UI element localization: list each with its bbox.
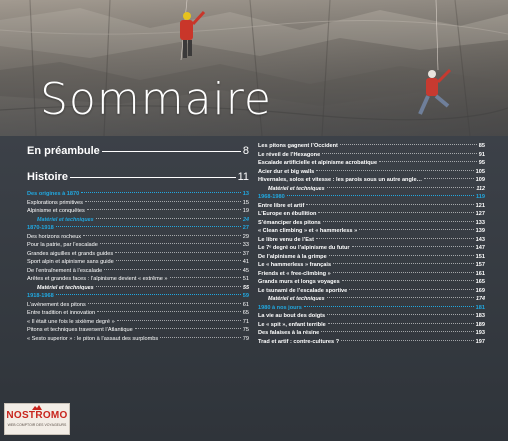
entry-title: Le « hammerless » français [258,262,332,268]
toc-entry[interactable] [27,207,249,216]
toc-entry[interactable] [258,253,485,262]
entry-page-number: 13 [242,191,249,197]
dot-leader [340,144,477,145]
table-of-contents [0,136,508,441]
dot-leader [96,218,241,219]
entry-page-number: 193 [475,330,485,336]
dot-leader [97,311,241,312]
toc-entry[interactable] [258,338,485,347]
entry-title: 1870-1918 [27,225,54,231]
entry-title: Escalade artificielle et alpinisme acrobatique [258,160,378,166]
entry-title: Pitons et techniques traversent l’Atlantique [27,327,133,333]
toc-entry[interactable] [258,287,485,296]
dot-leader [327,314,474,315]
dot-leader [100,243,241,244]
toc-entry[interactable] [258,312,485,321]
dot-leader [70,177,236,178]
dot-leader [327,297,474,298]
entry-title: Histoire [27,171,68,183]
entry-title: 1980 à nos jours [258,304,302,311]
dot-leader [359,229,473,230]
entry-page-number: 8 [242,145,249,157]
toc-entry[interactable] [258,168,485,177]
dot-leader [96,286,241,287]
entry-page-number: 75 [242,327,249,333]
dot-leader [135,328,241,329]
dot-leader [56,226,241,227]
entry-page-number: 61 [242,301,249,308]
toc-entry[interactable] [258,261,485,270]
entry-title: Grands murs et longs voyages [258,279,340,285]
entry-title: Matériel et techniques [268,185,325,192]
dot-leader [83,235,241,236]
entry-page-number: 151 [475,253,485,260]
dot-leader [102,151,241,152]
entry-title: « Il était une fois le sixième degré » [27,318,115,325]
toc-entry[interactable] [27,275,249,284]
entry-page-number: 59 [242,293,249,299]
toc-section-1980-nos-jours[interactable] [258,304,485,313]
toc-section-1870-1918[interactable] [27,224,249,233]
entry-page-number: 183 [475,313,485,319]
entry-page-number: 29 [242,233,249,240]
dot-leader [87,209,241,210]
toc-entry[interactable] [258,219,485,228]
entry-title: Matériel et techniques [268,296,325,302]
toc-column-right [258,142,485,346]
entry-title: L’avènement des pitons [27,301,86,308]
entry-title: La vie au bout des doigts [258,313,326,319]
toc-section-origines[interactable] [27,190,249,199]
entry-page-number: 71 [242,318,249,325]
toc-subentry-materiel[interactable] [258,185,485,194]
entry-title: Arêtes et grandes faces : l’alpinisme devient « extrême » [27,276,168,282]
toc-entry[interactable] [258,227,485,236]
entry-title: Trad et artif : contre-cultures ? [258,338,340,345]
dot-leader [379,161,477,162]
dot-leader [104,269,241,270]
dot-leader [333,272,474,273]
entry-page-number: 51 [242,276,249,282]
toc-column-left [27,142,249,343]
entry-page-number: 133 [475,219,485,226]
entry-page-number: 112 [476,185,485,192]
entry-title: L’Europe en ébullition [258,211,317,217]
entry-page-number: 109 [475,177,485,183]
toc-entry[interactable] [258,159,485,168]
entry-page-number: 127 [475,211,485,217]
entry-page-number: 119 [475,194,485,200]
entry-title: S’émanciper des pitons [258,219,321,226]
entry-page-number: 197 [475,338,485,345]
dot-leader [85,201,241,202]
toc-entry[interactable] [258,151,485,160]
dot-leader [322,153,477,154]
toc-subentry-materiel[interactable] [27,216,249,225]
entry-title: « Clean climbing » et « hammerless » [258,228,358,234]
dot-leader [170,277,241,278]
toc-entry[interactable] [27,335,249,344]
entry-title: « Sesto superior » : le piton à l’assaut des surplombs [27,335,159,342]
toc-entry[interactable] [27,199,249,208]
entry-page-number: 19 [242,208,249,214]
toc-subentry-materiel[interactable] [258,295,485,304]
entry-title: Des falaises à la résine [258,330,320,336]
toc-entry[interactable] [258,176,485,185]
entry-page-number: 181 [475,304,485,311]
entry-title: Hivernales, solos et vitesse : les parois sous un autre angle… [258,177,423,183]
dot-leader [341,340,474,341]
entry-page-number: 157 [475,262,485,268]
entry-page-number: 147 [475,245,485,251]
entry-title: Matériel et techniques [37,284,94,291]
toc-entry[interactable] [27,233,249,242]
hero-photo-climbers [0,0,508,136]
toc-entry[interactable] [258,270,485,279]
entry-page-number: 105 [475,168,485,175]
dot-leader [321,331,473,332]
toc-subentry-materiel[interactable] [27,284,249,293]
dot-leader [160,337,241,338]
toc-entry[interactable] [258,210,485,219]
entry-title: Entre libre et artif [258,202,305,209]
toc-main-preambule[interactable] [27,142,249,160]
toc-entry[interactable] [27,326,249,335]
toc-entry[interactable] [258,321,485,330]
dot-leader [349,289,473,290]
entry-page-number: 45 [242,267,249,274]
entry-page-number: 174 [476,296,485,302]
entry-title: Le tsunami de l’escalade sportive [258,287,348,294]
dot-leader [327,187,475,188]
toc-entry[interactable] [258,244,485,253]
toc-entry[interactable] [258,278,485,287]
entry-title: Matériel et techniques [37,216,94,223]
toc-entry[interactable] [27,267,249,276]
toc-entry[interactable] [258,202,485,211]
nostromo-logo[interactable] [4,403,70,435]
entry-page-number: 65 [242,310,249,316]
dot-leader [115,252,241,253]
dot-leader [333,263,474,264]
toc-entry[interactable] [258,142,485,151]
toc-entry[interactable] [27,301,249,310]
toc-entry[interactable] [258,329,485,338]
entry-title: En préambule [27,145,100,157]
entry-title: Alpinisme et conquêtes [27,208,85,214]
entry-page-number: 165 [475,279,485,285]
logo-brand: NOSTROMO [6,410,68,421]
logo-tagline: WEB COMPTOIR DES VOYAGEURS [7,423,67,427]
toc-entry[interactable] [27,250,249,259]
toc-section-1918-1968[interactable] [27,292,249,301]
dot-leader [352,246,474,247]
dot-leader [287,195,474,196]
entry-page-number: 85 [478,143,485,149]
entry-page-number: 15 [242,199,249,206]
entry-page-number: 161 [475,270,485,277]
dot-leader [318,212,473,213]
dot-leader [306,204,473,205]
entry-page-number: 24 [243,216,249,223]
dot-leader [88,303,241,304]
page-title: Sommaire [40,74,272,125]
toc-entry[interactable] [27,241,249,250]
toc-entry[interactable] [258,236,485,245]
dot-leader [323,221,474,222]
entry-title: Des horizons rocheux [27,233,82,240]
entry-title: Le réveil de l’Hexagone [258,151,321,158]
entry-title: Sport alpin et alpinisme sans guide [27,259,114,265]
toc-entry[interactable] [27,309,249,318]
entry-page-number: 33 [242,242,249,248]
entry-page-number: 139 [475,228,485,234]
entry-page-number: 169 [475,287,485,294]
dot-leader [342,280,474,281]
entry-page-number: 79 [242,335,249,342]
entry-page-number: 95 [478,160,485,166]
toc-entry[interactable] [27,318,249,327]
entry-title: 1918-1968 [27,293,54,299]
entry-title: Les pitons gagnent l’Occident [258,143,338,149]
entry-page-number: 91 [478,151,485,158]
dot-leader [424,178,474,179]
dot-leader [81,192,241,193]
dot-leader [328,323,474,324]
entry-page-number: 55 [243,284,249,291]
dot-leader [56,294,241,295]
entry-title: Entre tradition et innovation [27,310,96,316]
dot-leader [329,255,474,256]
entry-page-number: 121 [475,202,485,209]
entry-title: 1968-1980 [258,194,285,200]
entry-title: Grandes aiguilles et grands guides [27,250,114,257]
entry-page-number: 37 [242,250,249,257]
entry-title: De l’alpinisme à la grimpe [258,253,327,260]
entry-title: Des origines à 1870 [27,191,80,197]
dot-leader [117,320,241,321]
entry-page-number: 189 [475,321,485,328]
dot-leader [116,260,241,261]
toc-entry[interactable] [27,258,249,267]
entry-title: Le 7ᵉ degré ou l’alpinisme du futur [258,245,350,251]
entry-title: Friends et « free-climbing » [258,270,331,277]
entry-title: Le libre venu de l’Est [258,236,314,243]
entry-title: Acier dur et big walls [258,168,315,175]
dot-leader [316,170,473,171]
entry-title: Le « spit », enfant terrible [258,321,326,328]
entry-page-number: 27 [242,225,249,231]
toc-section-1968-1980[interactable] [258,193,485,202]
dot-leader [304,306,474,307]
entry-page-number: 41 [242,259,249,265]
toc-main-histoire[interactable] [27,168,249,186]
entry-title: Pour la patrie, par l’escalade [27,242,98,248]
entry-page-number: 11 [237,171,249,183]
entry-title: Explorations primitives [27,199,83,206]
entry-title: De l’entraînement à l’escalade [27,267,103,274]
dot-leader [316,238,474,239]
entry-page-number: 143 [475,236,485,243]
